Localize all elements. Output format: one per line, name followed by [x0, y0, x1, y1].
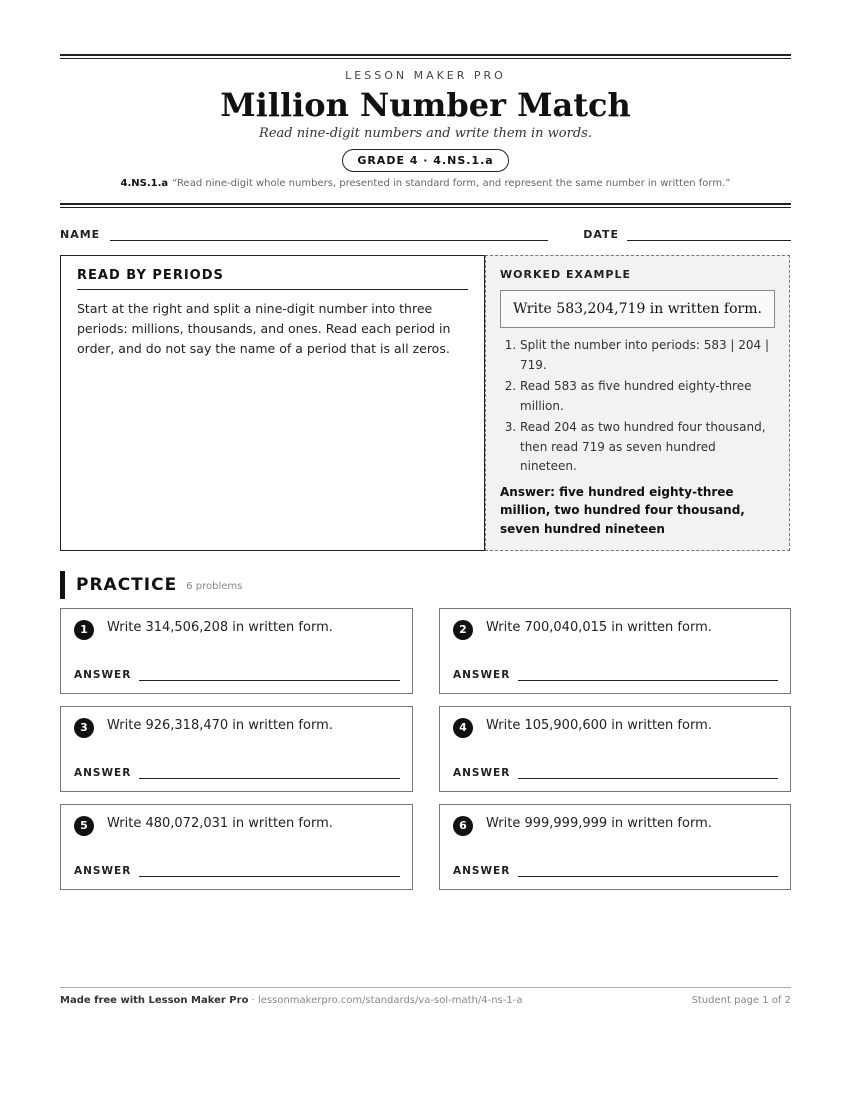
problem-card	[439, 706, 791, 792]
practice-title: PRACTICE	[76, 575, 178, 595]
problem-text: Write 700,040,015 in written form.	[486, 620, 712, 635]
read-by-periods-box	[60, 255, 485, 551]
footer-page-number: Student page 1 of 2	[691, 995, 791, 1006]
answer-label: ANSWER	[453, 865, 511, 877]
problem-card	[60, 804, 413, 890]
page-footer	[60, 987, 791, 1006]
date-field[interactable]	[627, 228, 791, 241]
answer-field[interactable]	[139, 671, 400, 681]
date-label: DATE	[583, 228, 619, 241]
read-box-body: Start at the right and split a nine-digit number into three periods: millions, thousands, and ones. Read each period in order, and do not say the name of a period that is all zeros.	[77, 301, 451, 356]
worked-example-step: 1. Split the number into periods: 583 | 204 | 719.	[520, 336, 775, 375]
page-title: Million Number Match	[220, 86, 631, 124]
read-box-title: READ BY PERIODS	[77, 268, 468, 290]
header-divider	[60, 203, 791, 208]
worked-example-title: WORKED EXAMPLE	[500, 268, 631, 281]
practice-accent-bar	[60, 571, 65, 599]
standard-text: “Read nine-digit whole numbers, presented in standard form, and represent the same number in written form.”	[172, 178, 731, 189]
worked-example-step: 3. Read 204 as two hundred four thousand, then read 719 as seven hundred nineteen.	[520, 418, 775, 477]
problem-number: 1	[74, 620, 94, 640]
problem-text: Write 480,072,031 in written form.	[107, 816, 333, 831]
worksheet-page	[60, 54, 791, 890]
problem-text: Write 926,318,470 in written form.	[107, 718, 333, 733]
problem-card	[60, 706, 413, 792]
brand-name: LESSON MAKER PRO	[345, 69, 506, 82]
answer-field[interactable]	[139, 769, 400, 779]
problem-text: Write 105,900,600 in written form.	[486, 718, 712, 733]
answer-field[interactable]	[518, 867, 778, 877]
problem-number: 2	[453, 620, 473, 640]
page-subtitle: Read nine-digit numbers and write them in words.	[259, 126, 592, 141]
problem-card	[60, 608, 413, 694]
worked-example-answer: Answer: five hundred eighty-three million, two hundred four thousand, seven hundred nineteen	[500, 484, 745, 536]
practice-header	[60, 571, 791, 599]
answer-label: ANSWER	[453, 767, 511, 779]
practice-count: 6 problems	[186, 581, 243, 592]
problem-number: 6	[453, 816, 473, 836]
worked-example-step: 2. Read 583 as five hundred eighty-three million.	[520, 377, 775, 416]
grade-badge: GRADE 4 · 4.NS.1.a	[342, 149, 508, 172]
practice-problems	[60, 608, 791, 890]
answer-label: ANSWER	[453, 669, 511, 681]
worked-example-prompt: Write 583,204,719 in written form.	[500, 290, 775, 328]
problem-number: 5	[74, 816, 94, 836]
standard-description	[60, 178, 791, 189]
answer-label: ANSWER	[74, 767, 132, 779]
top-divider	[60, 54, 791, 59]
name-date-row	[60, 228, 791, 241]
name-field[interactable]	[110, 228, 548, 241]
answer-label: ANSWER	[74, 865, 132, 877]
worked-example-steps	[500, 336, 775, 477]
footer-url[interactable]: · lessonmakerpro.com/standards/va-sol-math/4-ns-1-a	[248, 995, 523, 1006]
standard-code: 4.NS.1.a	[120, 178, 169, 189]
answer-field[interactable]	[139, 867, 400, 877]
problem-text: Write 314,506,208 in written form.	[107, 620, 333, 635]
footer-made-with: Made free with Lesson Maker Pro	[60, 995, 249, 1006]
problem-card	[439, 804, 791, 890]
name-label: NAME	[60, 228, 101, 241]
problem-text: Write 999,999,999 in written form.	[486, 816, 712, 831]
answer-field[interactable]	[518, 671, 778, 681]
problem-number: 3	[74, 718, 94, 738]
problem-card	[439, 608, 791, 694]
worked-example-box	[485, 255, 790, 551]
answer-label: ANSWER	[74, 669, 132, 681]
answer-field[interactable]	[518, 769, 778, 779]
problem-number: 4	[453, 718, 473, 738]
